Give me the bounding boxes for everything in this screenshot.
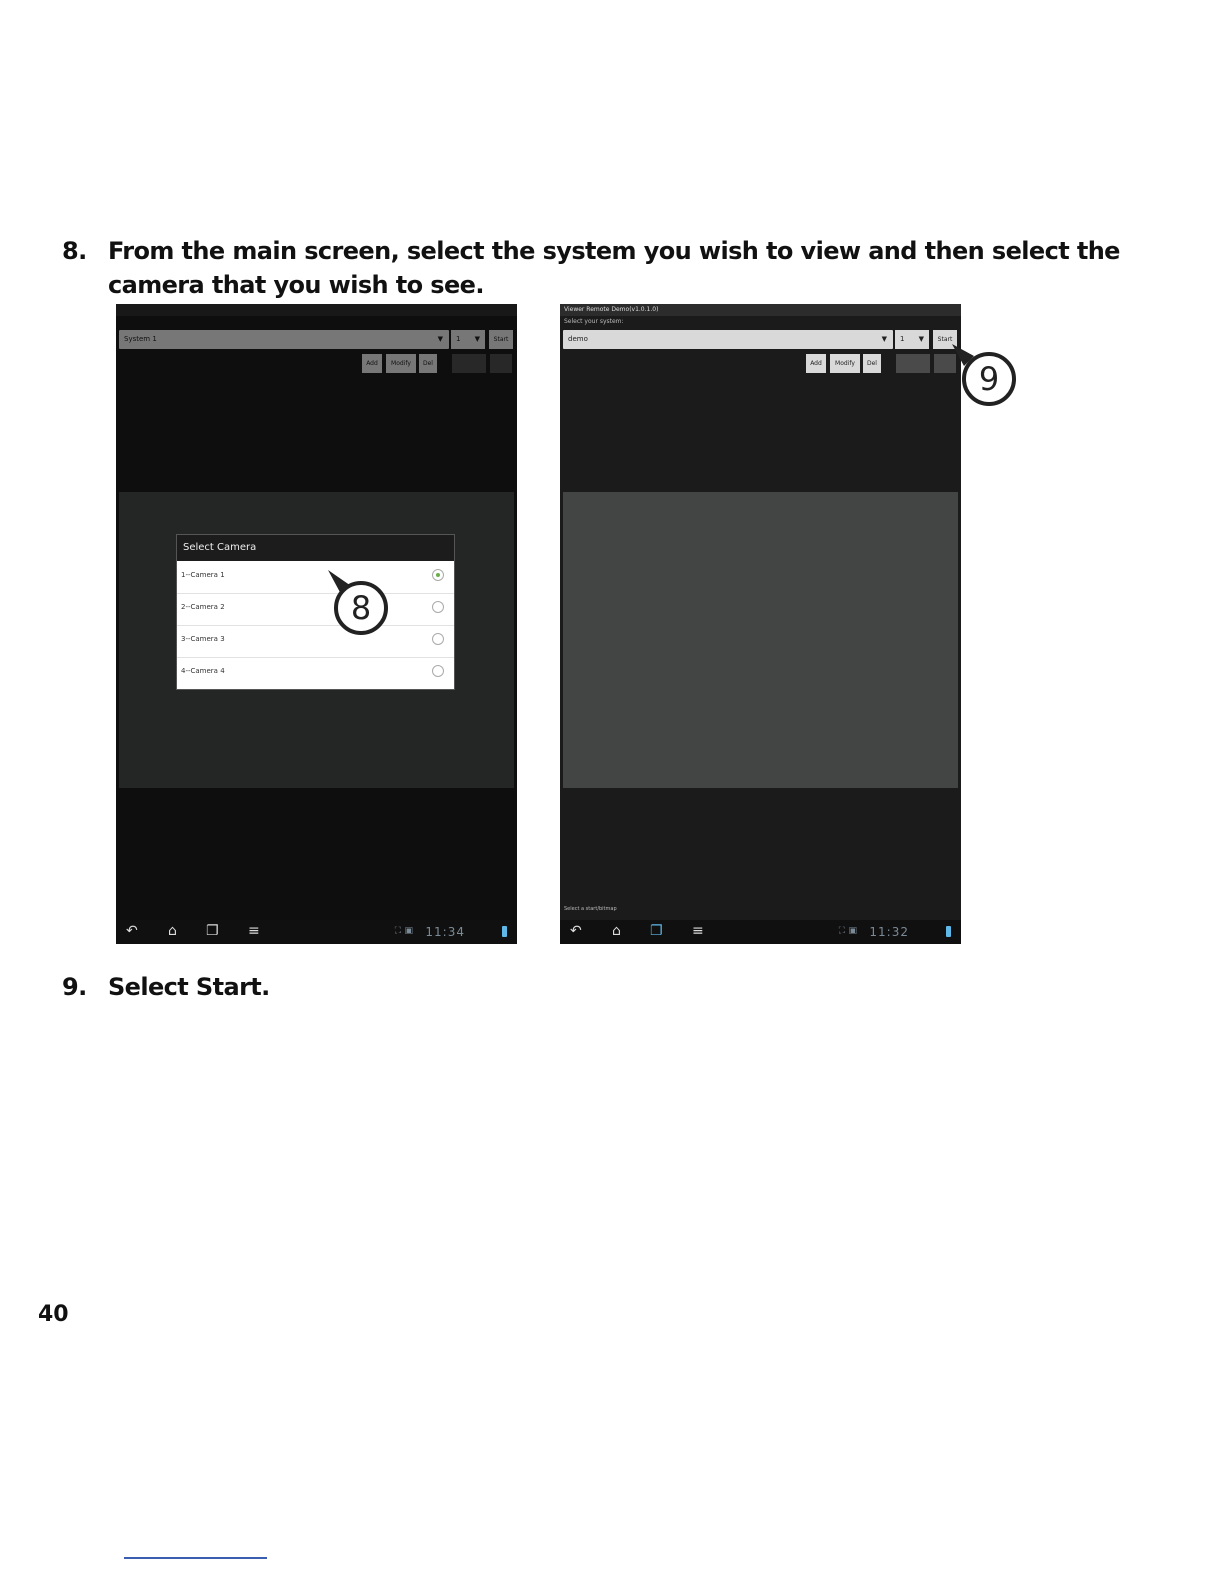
menu-icon[interactable]: ≡: [692, 923, 704, 939]
callout-9: 9: [962, 352, 1016, 406]
battery-icon: [502, 926, 507, 937]
camera-option-label: 3--Camera 3: [181, 635, 225, 643]
delete-button[interactable]: Del: [419, 354, 437, 373]
gallery-icon: ▣: [848, 926, 857, 936]
home-icon[interactable]: ⌂: [612, 923, 621, 939]
right-screenshot: [560, 304, 961, 944]
delete-button[interactable]: Del: [863, 354, 881, 373]
camera-option-label: 2--Camera 2: [181, 603, 225, 611]
screenshot-icon: ⛶: [394, 926, 401, 936]
radio-selected-icon[interactable]: [432, 569, 444, 581]
back-arrow-icon[interactable]: ↶: [570, 923, 582, 939]
radio-unselected-icon[interactable]: [432, 665, 444, 677]
clock: 11:34: [425, 925, 465, 939]
chevron-down-icon: ▼: [881, 335, 887, 343]
footer-rule: [124, 1557, 267, 1559]
camera-option-label: 1--Camera 1: [181, 571, 225, 579]
video-area[interactable]: [563, 492, 958, 788]
add-button[interactable]: Add: [362, 354, 382, 373]
system-prompt: Select your system:: [564, 318, 624, 325]
recent-apps-icon[interactable]: ❐: [206, 923, 219, 939]
clock: 11:32: [869, 925, 909, 939]
recent-apps-icon[interactable]: ❐: [650, 923, 663, 939]
camera-select-value: 1: [900, 335, 905, 343]
camera-select-value: 1: [456, 335, 461, 343]
system-select-value: demo: [568, 335, 588, 343]
modify-button[interactable]: Modify: [386, 354, 416, 373]
system-select[interactable]: [563, 330, 893, 349]
status-text: Select a start/bitmap: [564, 906, 617, 912]
camera-select[interactable]: [895, 330, 929, 349]
chevron-down-icon: ▼: [918, 335, 924, 343]
screenshot-icon: ⛶: [838, 926, 845, 936]
step-9-text: Select Start.: [108, 973, 270, 1001]
android-nav-bar: [560, 920, 961, 944]
home-icon[interactable]: ⌂: [168, 923, 177, 939]
step-9-number: 9.: [62, 973, 87, 1001]
step-9: [62, 970, 462, 1006]
chevron-down-icon: ▼: [474, 335, 480, 343]
callout-8: 8: [334, 581, 388, 635]
step-8-text: From the main screen, select the system you wish to view and then select the camera that you wish to see.: [108, 237, 1120, 299]
camera-option[interactable]: [177, 593, 454, 626]
start-button[interactable]: Start: [933, 330, 957, 349]
radio-unselected-icon[interactable]: [432, 601, 444, 613]
menu-icon[interactable]: ≡: [248, 923, 260, 939]
radio-unselected-icon[interactable]: [432, 633, 444, 645]
camera-option[interactable]: [177, 657, 454, 689]
battery-icon: [946, 926, 951, 937]
add-button[interactable]: Add: [806, 354, 826, 373]
left-screenshot: [116, 304, 517, 944]
dialog-title: Select Camera: [177, 535, 454, 561]
camera-option[interactable]: [177, 561, 454, 594]
app-titlebar: Viewer Remote Demo(v1.0.1.0): [560, 304, 961, 316]
android-nav-bar: [116, 920, 517, 944]
step-8: [62, 234, 1182, 304]
page-number: 40: [38, 1302, 69, 1327]
select-camera-dialog: [176, 534, 455, 690]
back-arrow-icon[interactable]: ↶: [126, 923, 138, 939]
camera-option[interactable]: [177, 625, 454, 658]
chevron-down-icon: ▼: [437, 335, 443, 343]
step-8-number: 8.: [62, 237, 87, 265]
disabled-button: [896, 354, 930, 373]
gallery-icon: ▣: [404, 926, 413, 936]
camera-option-label: 4--Camera 4: [181, 667, 225, 675]
modify-button[interactable]: Modify: [830, 354, 860, 373]
start-button[interactable]: Start: [489, 330, 513, 349]
system-select-value: System 1: [124, 335, 157, 343]
